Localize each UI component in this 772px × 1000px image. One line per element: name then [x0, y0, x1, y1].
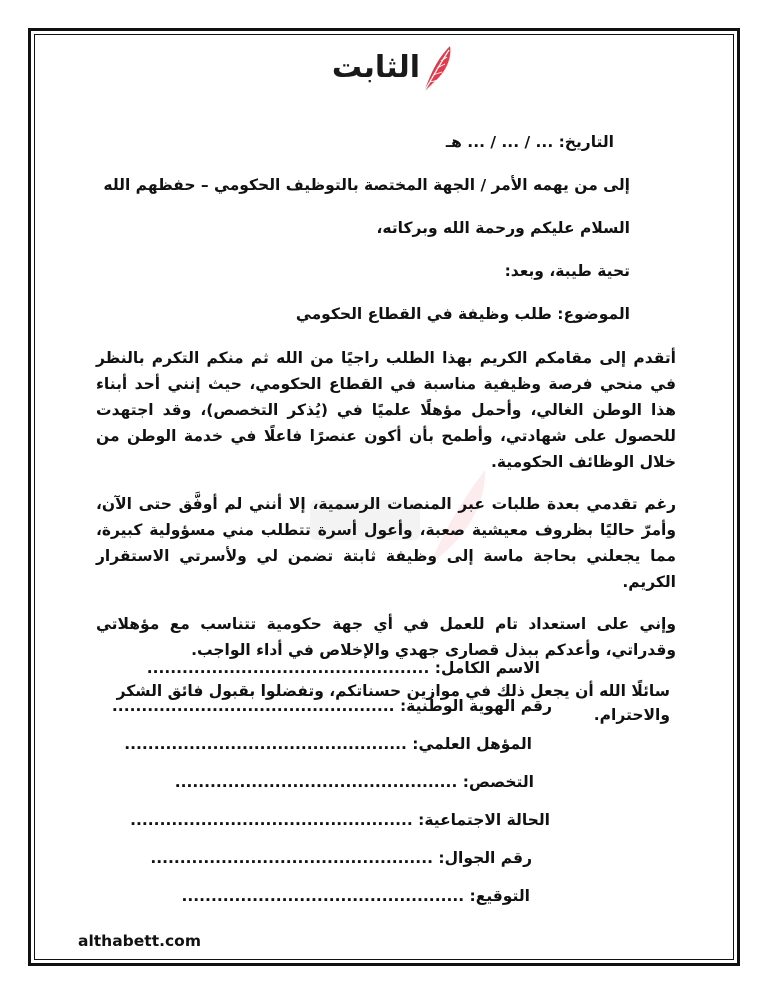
paragraph-1: أتقدم إلى مقامكم الكريم بهذا الطلب راجيًا من الله ثم منكم التكرم بالنظر في منحي فرصة وظيفية مناسبة في القطاع الحكومي، حيث إنني أحد أبناء هذا الوطن الغالي، وأحمل مؤهلًا علميًا في (يُذكر التخصص)، وقد اجتهدت للحصول على شهادتي، وأطمح بأن أكون عنصرًا فاعلًا في خدمة الوطن من خلال الوظائف الحكومية.	[96, 349, 676, 471]
applicant-fields	[111, 656, 552, 922]
field-label: التوقيع:	[469, 887, 530, 905]
field-blank: ................................................	[111, 697, 395, 715]
field-blank: ................................................	[174, 773, 458, 791]
field-label: رقم الهوية الوطنية:	[399, 697, 552, 715]
letter-body	[96, 130, 676, 727]
date-line: التاريخ: ... / ... / ... هـ	[445, 133, 614, 151]
field-specialization[interactable]	[112, 770, 534, 794]
field-label: رقم الجوال:	[438, 849, 532, 867]
subject-line: الموضوع: طلب وظيفة في القطاع الحكومي	[295, 305, 630, 323]
field-full-name[interactable]	[112, 656, 540, 680]
recipient-line: إلى من يهمه الأمر / الجهة المختصة بالتوظيف الحكومي – حفظهم الله	[103, 176, 630, 194]
field-label: الحالة الاجتماعية:	[418, 811, 550, 829]
field-blank: ................................................	[124, 735, 407, 753]
field-signature[interactable]	[112, 884, 530, 908]
closing-line: سائلًا الله أن يجعل ذلك في موازين حسناتكم، وتفضلوا بقبول فائق الشكر والاحترام.	[116, 682, 670, 724]
website-footer: althabett.com	[78, 932, 201, 950]
field-label: المؤهل العلمي:	[412, 735, 532, 753]
field-mobile-number[interactable]	[112, 846, 532, 870]
greeting-line-2: تحية طيبة، وبعد:	[504, 262, 630, 280]
field-qualification[interactable]	[112, 732, 532, 756]
paragraph-2: رغم تقدمي بعدة طلبات عبر المنصات الرسمية، إلا أنني لم أوفَّق حتى الآن، وأمرّ حاليًا بظروف معيشية صعبة، وأعول أسرة تتطلب مني مسؤولية كبيرة، مما يجعلني بحاجة ماسة إلى وظيفة ثابتة تضمن لي ولأسرتي الاستقرار الكريم.	[96, 495, 676, 591]
field-blank: ................................................	[146, 659, 430, 677]
field-label: التخصص:	[462, 773, 534, 791]
field-national-id[interactable]	[112, 694, 552, 718]
field-blank: ................................................	[130, 811, 413, 829]
field-label: الاسم الكامل:	[434, 659, 540, 677]
field-blank: ................................................	[150, 849, 433, 867]
site-logo	[330, 42, 456, 94]
feather-icon	[416, 42, 456, 94]
greeting-line: السلام عليكم ورحمة الله وبركاته،	[376, 219, 630, 237]
paragraph-3: وإني على استعداد تام للعمل في أي جهة حكومية تتناسب مع مؤهلاتي وقدراتي، وأعدكم ببذل قصارى جهدي والإخلاص في أداء الواجب.	[96, 615, 676, 659]
logo-text: الثابت	[331, 50, 420, 85]
field-marital-status[interactable]	[112, 808, 550, 832]
field-blank: ................................................	[181, 887, 465, 905]
